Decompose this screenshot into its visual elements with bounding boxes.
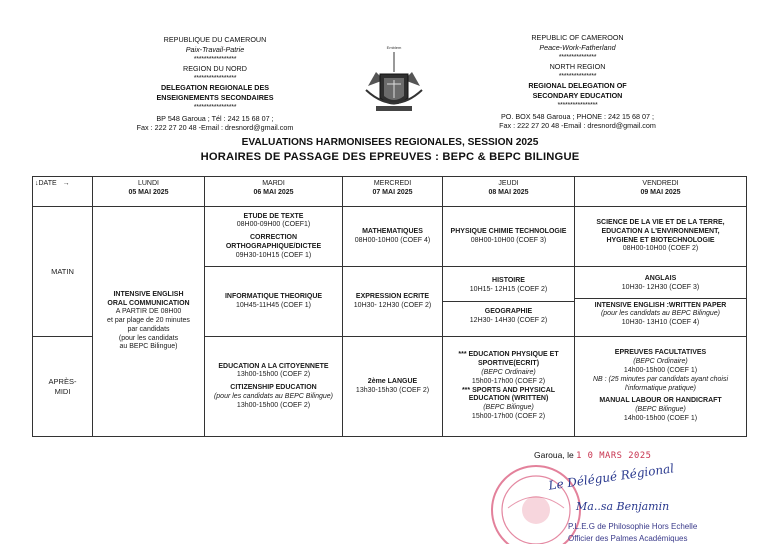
day-header-mercredi: MERCREDI 07 MAI 2025 xyxy=(343,177,443,207)
fax-fr: Fax : 222 27 20 48 -Email : dresnord@gmail.com xyxy=(136,123,294,133)
cell-vendredi-morning-1: SCIENCE DE LA VIE ET DE LA TERRE, EDUCATION A L'ENVIRONNEMENT, HYGIENE ET BIOTECHNOLOGIE 08H00-10H00 (COEF 2) xyxy=(575,207,747,267)
cell-mardi-afternoon: EDUCATION A LA CITOYENNETE 13h00-15h00 (COEF 2) CITIZENSHIP EDUCATION (pour les candidats au BEPC Bilingue) 13h00-15h00 (COEF 2) xyxy=(205,337,343,437)
date-stamp: 1 0 MARS 2025 xyxy=(576,451,652,461)
signature-distinction: Officier des Palmes Académiques xyxy=(568,534,688,543)
period-morning: MATIN xyxy=(33,207,93,337)
delegation-en-line1: REGIONAL DELEGATION OF xyxy=(528,80,627,90)
separator-stars: **************** xyxy=(557,100,598,110)
separator-stars: ***************** xyxy=(193,73,237,83)
signature-title: Le Délégué Régional xyxy=(547,461,675,493)
vendredi-intensive-written: INTENSIVE ENGLISH :WRITTEN PAPER (pour les candidats au BEPC Bilingue) 10H30- 13H10 (COEF 4) xyxy=(594,301,727,327)
arrow-right-icon: → xyxy=(62,180,70,187)
arrow-down-icon: ↓ xyxy=(35,180,39,187)
document-title: EVALUATIONS HARMONISEES REGIONALES, SESSION 2025 xyxy=(241,137,539,148)
exam-timetable xyxy=(32,176,747,437)
coat-of-arms xyxy=(362,42,426,118)
cell-vendredi-afternoon: EPREUVES FACULTATIVES (BEPC Ordinaire) 14h00-15h00 (COEF 1) NB : (25 minutes par candidats ayant choisi l'informatique pratique) MANUAL LABOUR OR HANDICRAFT (BEPC Bilingue) 14h00-15h00 (COEF 1) xyxy=(575,337,747,437)
republic-fr: REPUBLIQUE DU CAMEROUN xyxy=(163,35,267,44)
cell-mercredi-afternoon: 2ème LANGUE 13h30-15h30 (COEF 2) xyxy=(343,337,443,437)
cell-lundi-intensive-english: INTENSIVE ENGLISH ORAL COMMUNICATION A PARTIR DE 08H00 et par plage de 20 minutes par candidats (pour les candidats au BEPC Bilingue) xyxy=(93,207,205,437)
motto-en: Peace-Work-Fatherland xyxy=(539,42,616,52)
separator-stars: *************** xyxy=(558,71,597,81)
separator-stars: *************** xyxy=(558,52,597,62)
cell-jeudi-morning-1: PHYSIQUE CHIMIE TECHNOLOGIE 08H00-10H00 (COEF 3) xyxy=(443,207,575,267)
cell-mardi-morning-2: INFORMATIQUE THEORIQUE 10H45-11H45 (COEF 1) xyxy=(205,267,343,337)
signature-rank: P.L.E.G de Philosophie Hors Echelle xyxy=(568,522,698,531)
region-fr: REGION DU NORD xyxy=(183,63,247,73)
motto-fr: Paix-Travail-Patrie xyxy=(185,44,245,54)
separator-stars: ***************** xyxy=(193,54,237,64)
vendredi-anglais: ANGLAIS 10H30- 12H30 (COEF 3) xyxy=(575,272,746,299)
day-header-mardi: MARDI 06 MAI 2025 xyxy=(205,177,343,207)
jeudi-geographie: GEOGRAPHIE 12H30- 14H30 (COEF 2) xyxy=(469,308,548,324)
day-header-vendredi: VENDREDI 09 MAI 2025 xyxy=(575,177,747,207)
cameroon-coat-of-arms-icon xyxy=(362,42,426,118)
separator-stars: ***************** xyxy=(193,102,237,112)
corner-label: DATE xyxy=(38,180,57,187)
document-subtitle: HORAIRES DE PASSAGE DES EPREUVES : BEPC & BEPC BILINGUE xyxy=(200,151,580,163)
address-fr: BP 548 Garoua ; Tél : 242 15 68 07 ; xyxy=(156,113,274,123)
cell-jeudi-afternoon: *** EDUCATION PHYSIQUE ET SPORTIVE(ECRIT) (BEPC Ordinaire) 15h00-17h00 (COEF 2) *** SPORTS AND PHYSICAL EDUCATION (WRITTEN) (BEPC Bilingue) 15h00-17h00 (COEF 2) xyxy=(443,337,575,437)
jeudi-histoire: HISTOIRE 10H15- 12H15 (COEF 2) xyxy=(443,273,574,302)
cell-mercredi-morning-1: MATHEMATIQUES 08H00-10H00 (COEF 4) xyxy=(343,207,443,267)
delegation-fr-line1: DELEGATION REGIONALE DES xyxy=(160,82,270,92)
day-header-lundi: LUNDI 05 MAI 2025 xyxy=(93,177,205,207)
cell-jeudi-morning-2 xyxy=(443,267,575,337)
cell-vendredi-morning-2 xyxy=(575,267,747,337)
emblem-caption: Emblem xyxy=(386,45,402,50)
cell-mercredi-morning-2: EXPRESSION ECRITE 10H30- 12H30 (COEF 2) xyxy=(343,267,443,337)
header-left xyxy=(108,35,322,133)
republic-en: REPUBLIC OF CAMEROON xyxy=(531,33,624,42)
address-en: PO. BOX 548 Garoua ; PHONE : 242 15 68 07 ; xyxy=(500,111,655,121)
period-afternoon: APRÈS- MIDI xyxy=(33,337,93,437)
cell-mardi-morning-1: ETUDE DE TEXTE 08H00-09H00 (COEF1) CORRECTION ORTHOGRAPHIQUE/DICTEE 09H30-10H15 (COEF 1) xyxy=(205,207,343,267)
delegation-en-line2: SECONDARY EDUCATION xyxy=(532,90,623,100)
delegation-fr-line2: ENSEIGNEMENTS SECONDAIRES xyxy=(156,92,274,102)
signature-date: Garoua, le 1 0 MARS 2025 xyxy=(534,450,652,461)
header-right xyxy=(465,33,690,131)
fax-en: Fax : 222 27 20 48 -Email : dresnord@gmail.com xyxy=(499,121,656,131)
table-corner xyxy=(33,177,93,207)
day-header-jeudi: JEUDI 08 MAI 2025 xyxy=(443,177,575,207)
region-en: NORTH REGION xyxy=(549,61,606,71)
signature-name: Ma..sa Benjamin xyxy=(576,500,670,513)
